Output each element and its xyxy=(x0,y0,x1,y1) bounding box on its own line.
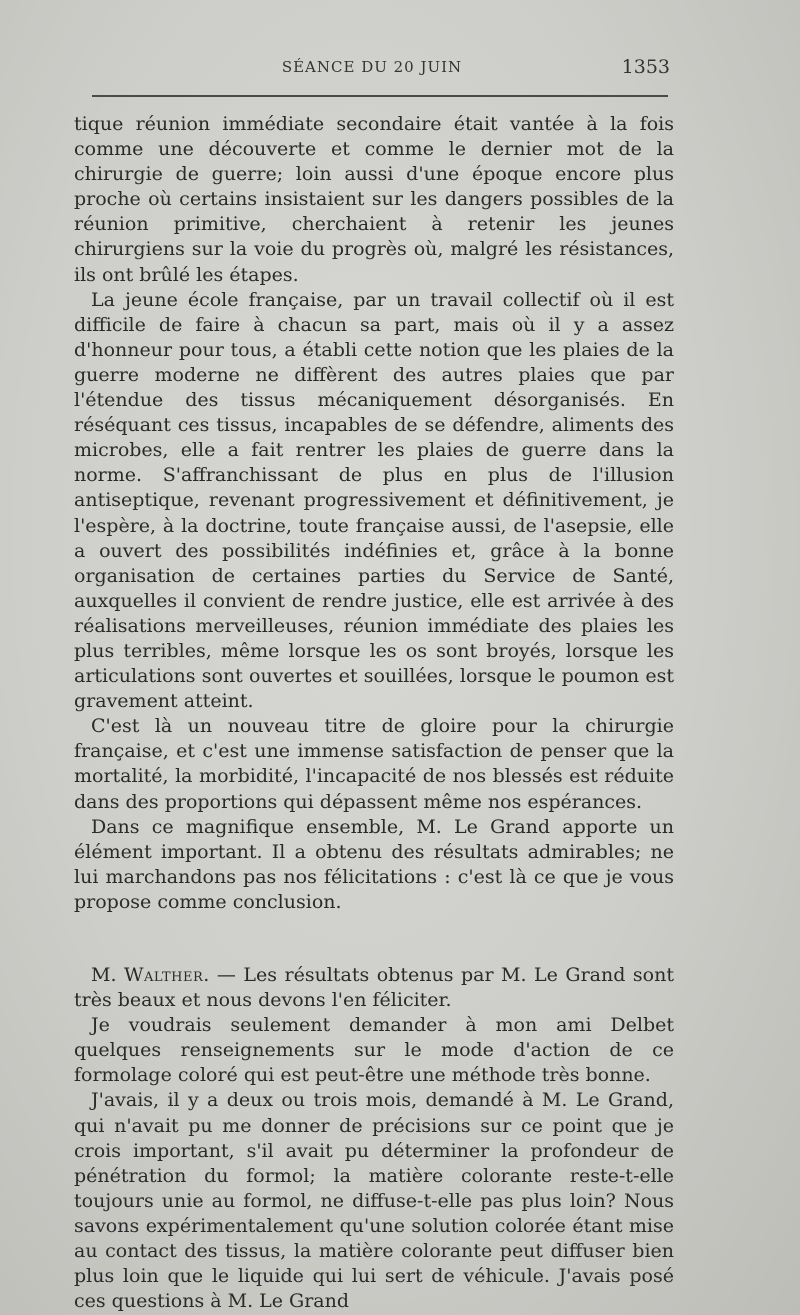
section-gap xyxy=(74,915,674,963)
page-number: 1353 xyxy=(621,56,670,78)
running-title: SÉANCE DU 20 JUIN xyxy=(281,58,463,76)
paragraph: Je voudrais seulement demander à mon ami Delbet quelques renseignements sur le mode d'action de ce formolage coloré qui est peut-être une méthode très bonne. xyxy=(74,1014,674,1087)
speaker-paragraph xyxy=(74,963,674,1013)
paragraph: J'avais, il y a deux ou trois mois, demandé à M. Le Grand, qui n'avait pu me donner de précisions sur ce point que je crois important, s'il avait pu déterminer la profondeur de pénétration du formol; la matière colorante reste-t-elle toujours unie au formol, ne diffuse-t-elle pas plus loin? Nous savons expérimentalement qu'une solution colorée étant mise au contact des tissus, la matière colorante peut diffuser bien plus loin que le liquide qui lui sert de véhicule. J'avais posé ces questions à M. Le Grand xyxy=(74,1089,674,1313)
header-rule xyxy=(92,95,668,97)
paragraph-continued: tique réunion immédiate secondaire était vantée à la fois comme une découverte et comme le dernier mot de la chirurgie de guerre; loin aussi d'une époque encore plus proche où certains insistaient sur les dangers possibles de la réunion primitive, cherchaient à retenir les jeunes chirurgiens sur la voie du progrès où, malgré les résistances, ils ont brûlé les étapes. xyxy=(74,113,674,286)
paragraph: Dans ce magnifique ensemble, M. Le Grand apporte un élément important. Il a obtenu des résultats admirables; ne lui marchandons pas nos félicitations : c'est là ce que je vous propose comme conclusion. xyxy=(74,815,674,913)
speaker-name: Walther xyxy=(124,964,204,986)
body-text xyxy=(74,112,674,1314)
speaker-prefix: M. xyxy=(91,964,125,986)
paragraph: La jeune école française, par un travail collectif où il est difficile de faire à chacun sa part, mais où il y a assez d'honneur pour tous, a établi cette notion que les plaies de la guerre moderne ne diffèrent des autres plaies que par l'étendue des tissus mécaniquement désorganisés. En réséquant ces tissus, incapables de se défendre, aliments des microbes, elle a fait rentrer les plaies de guerre dans la norme. S'affranchissant de plus en plus de l'illusion antiseptique, revenant progressivement et définitivement, je l'espère, à la doctrine, toute française aussi, de l'asepsie, elle a ouvert des possibilités indéfinies et, grâce à la bonne organisation de certaines parties du Service de Santé, auxquelles il convient de rendre justice, elle est arrivée à des réalisations merveilleuses, réunion immédiate des plaies les plus terribles, même lorsque les os sont broyés, lorsque les articulations sont ouvertes et souillées, lorsque le poumon est gravement atteint. xyxy=(74,288,674,713)
running-head xyxy=(74,56,670,82)
paragraph: C'est là un nouveau titre de gloire pour la chirurgie française, et c'est une immense satisfaction de penser que la mortalité, la morbidité, l'incapacité de nos blessés est réduite dans des proportions qui dépassent même nos espérances. xyxy=(74,715,674,813)
speaker-text: . — Les résultats obtenus par M. Le Grand sont très beaux et nous devons l'en féliciter. xyxy=(74,964,674,1012)
